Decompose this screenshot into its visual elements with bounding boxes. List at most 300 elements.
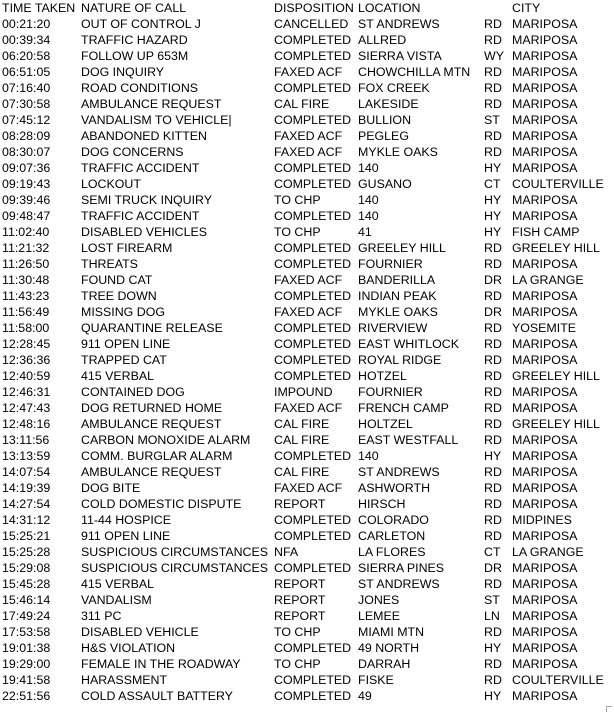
cell-disposition: COMPLETED <box>274 689 352 703</box>
cell-city: MARIPOSA <box>512 641 578 655</box>
table-row <box>2 208 612 224</box>
cell-time: 19:41:58 <box>2 673 51 687</box>
cell-nature: TRAFFIC HAZARD <box>81 33 188 47</box>
cell-time: 11:26:50 <box>2 257 50 271</box>
header-road-suffix <box>484 0 512 16</box>
table-row <box>2 384 612 400</box>
cell-time: 12:40:59 <box>2 369 51 383</box>
cell-time: 11:21:32 <box>2 241 50 255</box>
cell-suffix: RD <box>484 673 502 687</box>
cell-location: ST ANDREWS <box>358 577 440 591</box>
cell-disposition: COMPLETED <box>274 81 352 95</box>
table-row <box>2 336 612 352</box>
cell-disposition: COMPLETED <box>274 561 352 575</box>
table-row <box>2 304 612 320</box>
cell-suffix: RD <box>484 497 502 511</box>
cell-suffix: HY <box>484 161 502 175</box>
cell-location: JONES <box>358 593 400 607</box>
cell-time: 12:36:36 <box>2 353 51 367</box>
table-row <box>2 48 612 64</box>
table-row <box>2 272 612 288</box>
cell-disposition: COMPLETED <box>274 241 352 255</box>
cell-nature: CONTAINED DOG <box>81 385 185 399</box>
table-row <box>2 592 612 608</box>
cell-city: MARIPOSA <box>512 113 578 127</box>
cell-disposition: COMPLETED <box>274 177 352 191</box>
cell-location: EAST WESTFALL <box>358 433 459 447</box>
cell-disposition: CAL FIRE <box>274 433 330 447</box>
cell-time: 13:11:56 <box>2 433 50 447</box>
cell-time: 12:47:43 <box>2 401 51 415</box>
cell-nature: H&S VIOLATION <box>81 641 176 655</box>
cell-time: 12:28:45 <box>2 337 51 351</box>
cell-location: ASHWORTH <box>358 481 431 495</box>
cell-time: 07:45:12 <box>2 113 51 127</box>
cell-disposition: COMPLETED <box>274 673 352 687</box>
cell-disposition: FAXED ACF <box>274 273 343 287</box>
cell-nature: 415 VERBAL <box>81 369 155 383</box>
cell-location: RIVERVIEW <box>358 321 428 335</box>
table-row <box>2 480 612 496</box>
table-row <box>2 128 612 144</box>
cell-location: COLORADO <box>358 513 429 527</box>
cell-city: MARIPOSA <box>512 65 578 79</box>
cell-location: FISKE <box>358 673 394 687</box>
cell-nature: 11-44 HOSPICE <box>81 513 171 527</box>
cell-suffix: RD <box>484 145 502 159</box>
cell-location: FOX CREEK <box>358 81 430 95</box>
cell-city: MARIPOSA <box>512 33 578 47</box>
cell-city: MARIPOSA <box>512 257 578 271</box>
cell-city: MARIPOSA <box>512 433 578 447</box>
cell-disposition: TO CHP <box>274 657 321 671</box>
cell-disposition: COMPLETED <box>274 49 352 63</box>
cell-nature: COMM. BURGLAR ALARM <box>81 449 233 463</box>
cell-time: 11:43:23 <box>2 289 50 303</box>
cell-disposition: REPORT <box>274 593 326 607</box>
cell-nature: 415 VERBAL <box>81 577 155 591</box>
cell-disposition: TO CHP <box>274 225 321 239</box>
cell-city: FISH CAMP <box>512 225 580 239</box>
table-row <box>2 320 612 336</box>
cell-disposition: COMPLETED <box>274 641 352 655</box>
cell-suffix: WY <box>484 49 504 63</box>
cell-time: 09:48:47 <box>2 209 51 223</box>
cell-nature: 911 OPEN LINE <box>81 337 171 351</box>
cell-suffix: RD <box>484 17 502 31</box>
cell-nature: DISABLED VEHICLES <box>81 225 208 239</box>
cell-suffix: RD <box>484 481 502 495</box>
cell-location: BULLION <box>358 113 412 127</box>
cell-disposition: FAXED ACF <box>274 129 343 143</box>
cell-location: MIAMI MTN <box>358 625 425 639</box>
table-row <box>2 416 612 432</box>
cell-location: SIERRA VISTA <box>358 49 442 63</box>
cell-disposition: COMPLETED <box>274 321 352 335</box>
cell-city: MARIPOSA <box>512 385 578 399</box>
cell-time: 06:51:05 <box>2 65 51 79</box>
cell-location: 49 NORTH <box>358 641 420 655</box>
cell-time: 17:53:58 <box>2 625 51 639</box>
table-row <box>2 544 612 560</box>
cell-location: ALLRED <box>358 33 407 47</box>
cell-city: MARIPOSA <box>512 689 578 703</box>
cell-time: 08:28:09 <box>2 129 51 143</box>
cell-location: FRENCH CAMP <box>358 401 449 415</box>
table-row <box>2 496 612 512</box>
cell-location: ST ANDREWS <box>358 17 440 31</box>
cell-location: GREELEY HILL <box>358 241 446 255</box>
cell-suffix: DR <box>484 561 502 575</box>
table-row <box>2 224 612 240</box>
cell-time: 15:25:28 <box>2 545 51 559</box>
cell-disposition: COMPLETED <box>274 113 352 127</box>
cell-time: 00:39:34 <box>2 33 51 47</box>
table-row <box>2 672 612 688</box>
cell-city: MARIPOSA <box>512 577 578 591</box>
cell-disposition: CANCELLED <box>274 17 349 31</box>
cell-location: HIRSCH <box>358 497 406 511</box>
table-row <box>2 624 612 640</box>
cell-city: MARIPOSA <box>512 353 578 367</box>
cell-nature: FEMALE IN THE ROADWAY <box>81 657 241 671</box>
cell-disposition: COMPLETED <box>274 161 352 175</box>
cell-suffix: RD <box>484 577 502 591</box>
table-row <box>2 512 612 528</box>
cell-disposition: COMPLETED <box>274 513 352 527</box>
cell-time: 14:07:54 <box>2 465 51 479</box>
cell-location: BANDERILLA <box>358 273 436 287</box>
cell-nature: TRAPPED CAT <box>81 353 167 367</box>
header-city: CITY <box>512 1 541 15</box>
cell-nature: COLD ASSAULT BATTERY <box>81 689 233 703</box>
cell-time: 14:19:39 <box>2 481 51 495</box>
cell-location: 140 <box>358 449 379 463</box>
cell-suffix: HY <box>484 225 502 239</box>
cell-suffix: RD <box>484 529 502 543</box>
cell-nature: VANDALISM TO VEHICLE| <box>81 113 232 127</box>
table-row <box>2 80 612 96</box>
cell-city: MIDPINES <box>512 513 572 527</box>
cell-time: 19:29:00 <box>2 657 51 671</box>
cell-time: 22:51:56 <box>2 689 51 703</box>
cell-suffix: HY <box>484 689 502 703</box>
cell-city: MARIPOSA <box>512 609 578 623</box>
table-row <box>2 448 612 464</box>
cell-nature: DISABLED VEHICLE <box>81 625 199 639</box>
cell-city: MARIPOSA <box>512 193 578 207</box>
cell-location: 140 <box>358 193 379 207</box>
cell-disposition: FAXED ACF <box>274 481 343 495</box>
cell-location: 140 <box>358 161 379 175</box>
cell-time: 08:30:07 <box>2 145 51 159</box>
cell-time: 09:39:46 <box>2 193 51 207</box>
cell-disposition: COMPLETED <box>274 449 352 463</box>
cell-suffix: RD <box>484 433 502 447</box>
cell-suffix: RD <box>484 65 502 79</box>
cell-city: MARIPOSA <box>512 625 578 639</box>
table-row <box>2 608 612 624</box>
table-row <box>2 432 612 448</box>
cell-time: 15:29:08 <box>2 561 51 575</box>
cell-disposition: COMPLETED <box>274 369 352 383</box>
cell-city: MARIPOSA <box>512 145 578 159</box>
cell-city: COULTERVILLE <box>512 673 604 687</box>
cell-time: 17:49:24 <box>2 609 51 623</box>
table-row <box>2 560 612 576</box>
cell-time: 15:46:14 <box>2 593 51 607</box>
cell-nature: OUT OF CONTROL J <box>81 17 201 31</box>
cell-suffix: RD <box>484 369 502 383</box>
cell-disposition: CAL FIRE <box>274 417 330 431</box>
cell-suffix: HY <box>484 193 502 207</box>
cell-nature: ROAD CONDITIONS <box>81 81 199 95</box>
cell-city: MARIPOSA <box>512 449 578 463</box>
cell-time: 15:45:28 <box>2 577 51 591</box>
cell-city: MARIPOSA <box>512 401 578 415</box>
cell-disposition: COMPLETED <box>274 257 352 271</box>
cell-city: MARIPOSA <box>512 161 578 175</box>
cell-time: 12:48:16 <box>2 417 51 431</box>
cell-nature: LOST FIREARM <box>81 241 173 255</box>
cell-location: 140 <box>358 209 379 223</box>
cell-time: 14:31:12 <box>2 513 51 527</box>
cell-disposition: TO CHP <box>274 625 321 639</box>
cell-nature: COLD DOMESTIC DISPUTE <box>81 497 242 511</box>
cell-disposition: COMPLETED <box>274 529 352 543</box>
cell-location: 49 <box>358 689 372 703</box>
cell-disposition: IMPOUND <box>274 385 333 399</box>
cell-disposition: FAXED ACF <box>274 145 343 159</box>
table-row <box>2 528 612 544</box>
cell-location: GUSANO <box>358 177 412 191</box>
cell-time: 00:21:20 <box>2 17 51 31</box>
cell-suffix: LN <box>484 609 500 623</box>
cell-nature: ABANDONED KITTEN <box>81 129 207 143</box>
cell-suffix: ST <box>484 593 500 607</box>
table-row <box>2 576 612 592</box>
cell-disposition: NFA <box>274 545 299 559</box>
cell-disposition: CAL FIRE <box>274 465 330 479</box>
cell-suffix: CT <box>484 545 501 559</box>
cell-nature: DOG CONCERNS <box>81 145 184 159</box>
cell-city: LA GRANGE <box>512 273 584 287</box>
cell-time: 14:27:54 <box>2 497 51 511</box>
cell-location: CARLETON <box>358 529 426 543</box>
cell-suffix: DR <box>484 305 502 319</box>
table-row <box>2 160 612 176</box>
cell-disposition: COMPLETED <box>274 289 352 303</box>
cell-nature: 911 OPEN LINE <box>81 529 171 543</box>
cell-city: MARIPOSA <box>512 529 578 543</box>
table-row <box>2 368 612 384</box>
table-row <box>2 256 612 272</box>
cell-location: INDIAN PEAK <box>358 289 437 303</box>
cell-city: MARIPOSA <box>512 481 578 495</box>
cell-time: 11:30:48 <box>2 273 50 287</box>
cell-nature: TRAFFIC ACCIDENT <box>81 209 200 223</box>
cell-nature: DOG BITE <box>81 481 141 495</box>
cell-location: FOURNIER <box>358 257 423 271</box>
cell-time: 15:25:21 <box>2 529 51 543</box>
cell-time: 11:02:40 <box>2 225 50 239</box>
cell-suffix: HY <box>484 449 502 463</box>
cell-suffix: HY <box>484 641 502 655</box>
cell-time: 13:13:59 <box>2 449 51 463</box>
table-row <box>2 144 612 160</box>
cell-suffix: RD <box>484 321 502 335</box>
cell-nature: CARBON MONOXIDE ALARM <box>81 433 251 447</box>
cell-city: LA GRANGE <box>512 545 584 559</box>
cell-time: 12:46:31 <box>2 385 51 399</box>
cell-suffix: RD <box>484 465 502 479</box>
cell-location: EAST WHITLOCK <box>358 337 459 351</box>
cell-city: MARIPOSA <box>512 657 578 671</box>
table-row <box>2 288 612 304</box>
table-row <box>2 112 612 128</box>
cell-time: 07:30:58 <box>2 97 51 111</box>
cell-city: COULTERVILLE <box>512 177 604 191</box>
cell-suffix: RD <box>484 241 502 255</box>
cell-nature: AMBULANCE REQUEST <box>81 97 222 111</box>
cell-suffix: RD <box>484 657 502 671</box>
cell-disposition: FAXED ACF <box>274 401 343 415</box>
cell-city: GREELEY HILL <box>512 417 600 431</box>
cell-disposition: TO CHP <box>274 193 321 207</box>
cell-city: MARIPOSA <box>512 305 578 319</box>
cell-nature: LOCKOUT <box>81 177 141 191</box>
cell-nature: DOG INQUIRY <box>81 65 165 79</box>
cell-suffix: RD <box>484 81 502 95</box>
cell-city: MARIPOSA <box>512 49 578 63</box>
cell-nature: HARASSMENT <box>81 673 168 687</box>
cell-location: LA FLORES <box>358 545 426 559</box>
cell-location: MYKLE OAKS <box>358 145 438 159</box>
cell-nature: FOLLOW UP 653M <box>81 49 189 63</box>
cell-disposition: REPORT <box>274 577 326 591</box>
cell-nature: VANDALISM <box>81 593 152 607</box>
table-row <box>2 16 612 32</box>
table-row <box>2 96 612 112</box>
cell-nature: SUSPICIOUS CIRCUMSTANCES <box>81 561 269 575</box>
cell-nature: AMBULANCE REQUEST <box>81 465 222 479</box>
cell-city: MARIPOSA <box>512 465 578 479</box>
cell-location: ROYAL RIDGE <box>358 353 442 367</box>
cell-suffix: RD <box>484 97 502 111</box>
cell-city: MARIPOSA <box>512 497 578 511</box>
cell-suffix: RD <box>484 401 502 415</box>
header-row <box>2 0 612 16</box>
cell-location: FOURNIER <box>358 385 423 399</box>
cell-time: 09:19:43 <box>2 177 51 191</box>
cell-city: MARIPOSA <box>512 561 578 575</box>
table-row <box>2 352 612 368</box>
cell-time: 11:58:00 <box>2 321 50 335</box>
cell-time: 11:56:49 <box>2 305 50 319</box>
cell-nature: DOG RETURNED HOME <box>81 401 223 415</box>
cell-time: 07:16:40 <box>2 81 51 95</box>
call-rows <box>2 16 612 704</box>
cell-nature: QUARANTINE RELEASE <box>81 321 223 335</box>
cell-suffix: HY <box>484 209 502 223</box>
cell-suffix: CT <box>484 177 501 191</box>
cell-nature: 311 PC <box>81 609 122 623</box>
cell-suffix: RD <box>484 129 502 143</box>
cell-location: MYKLE OAKS <box>358 305 438 319</box>
cell-disposition: FAXED ACF <box>274 305 343 319</box>
table-row <box>2 240 612 256</box>
cell-location: ST ANDREWS <box>358 465 440 479</box>
cell-location: HOTZEL <box>358 369 407 383</box>
cell-nature: FOUND CAT <box>81 273 153 287</box>
cell-location: LAKESIDE <box>358 97 419 111</box>
cell-suffix: RD <box>484 385 502 399</box>
cell-time: 09:07:36 <box>2 161 51 175</box>
cell-suffix: DR <box>484 273 502 287</box>
header-location: LOCATION <box>358 1 421 15</box>
table-row <box>2 688 612 704</box>
cell-suffix: ST <box>484 113 500 127</box>
cell-nature: MISSING DOG <box>81 305 165 319</box>
cell-time: 19:01:38 <box>2 641 51 655</box>
cell-suffix: RD <box>484 353 502 367</box>
cell-suffix: RD <box>484 625 502 639</box>
cell-disposition: FAXED ACF <box>274 65 343 79</box>
cell-suffix: RD <box>484 33 502 47</box>
table-row <box>2 176 612 192</box>
cell-location: HOLTZEL <box>358 417 413 431</box>
cell-disposition: CAL FIRE <box>274 97 330 111</box>
header-disposition: DISPOSITION <box>274 1 354 15</box>
cell-suffix: RD <box>484 337 502 351</box>
cell-location: LEMEE <box>358 609 401 623</box>
cell-location: DARRAH <box>358 657 411 671</box>
cell-disposition: COMPLETED <box>274 337 352 351</box>
cell-nature: TREE DOWN <box>81 289 157 303</box>
cell-city: GREELEY HILL <box>512 369 600 383</box>
cell-city: MARIPOSA <box>512 337 578 351</box>
cell-time: 06:20:58 <box>2 49 51 63</box>
cell-city: YOSEMITE <box>512 321 577 335</box>
cell-city: MARIPOSA <box>512 129 578 143</box>
header-nature-of-call: NATURE OF CALL <box>81 1 187 15</box>
cell-location: CHOWCHILLA MTN <box>358 65 471 79</box>
table-row <box>2 32 612 48</box>
table-row <box>2 64 612 80</box>
resize-corner-mark <box>606 706 612 712</box>
cell-nature: TRAFFIC ACCIDENT <box>81 161 200 175</box>
cell-city: MARIPOSA <box>512 97 578 111</box>
cell-suffix: RD <box>484 513 502 527</box>
cell-nature: SUSPICIOUS CIRCUMSTANCES <box>81 545 269 559</box>
cell-city: MARIPOSA <box>512 593 578 607</box>
table-row <box>2 656 612 672</box>
cell-location: 41 <box>358 225 372 239</box>
cell-city: MARIPOSA <box>512 209 578 223</box>
cell-city: MARIPOSA <box>512 17 578 31</box>
cell-location: SIERRA PINES <box>358 561 445 575</box>
cell-location: PEGLEG <box>358 129 409 143</box>
header-time-taken: TIME TAKEN <box>2 1 76 15</box>
cell-disposition: COMPLETED <box>274 33 352 47</box>
table-row <box>2 464 612 480</box>
cell-nature: THREATS <box>81 257 138 271</box>
cell-disposition: COMPLETED <box>274 353 352 367</box>
cell-disposition: REPORT <box>274 497 326 511</box>
table-row <box>2 192 612 208</box>
cell-city: MARIPOSA <box>512 81 578 95</box>
call-log-table <box>2 0 612 704</box>
